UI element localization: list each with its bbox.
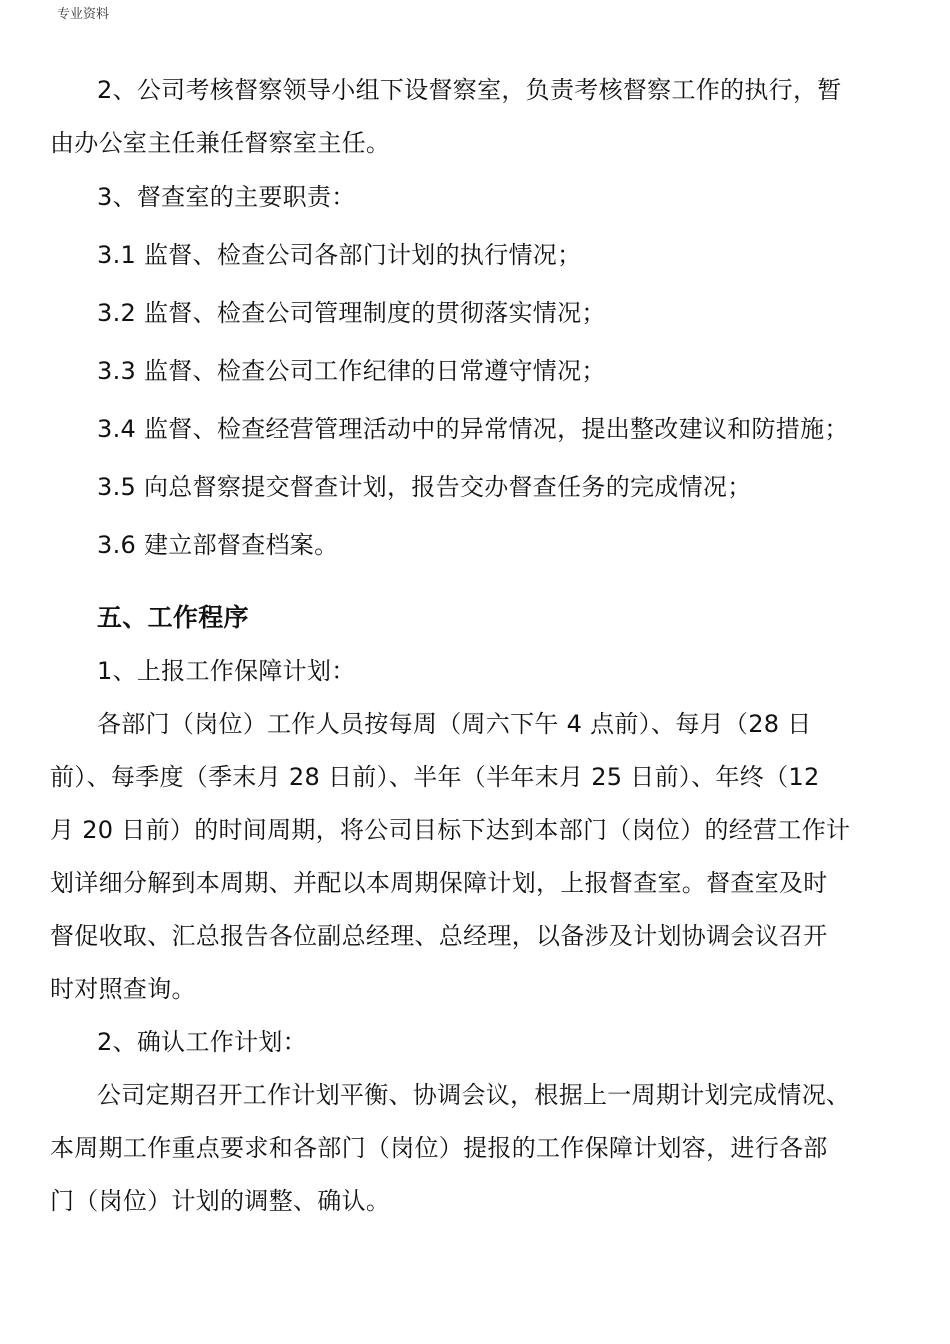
list-item: 3.3 监督、检查公司工作纪律的日常遵守情况； (97, 357, 606, 385)
subsection-heading: 2、确认工作计划： (97, 1028, 307, 1056)
paragraph-line: 门（岗位）计划的调整、确认。 (50, 1187, 391, 1215)
list-item: 3.4 监督、检查经营管理活动中的异常情况，提出整改建议和防措施； (97, 415, 849, 443)
list-item: 3.6 建立部督查档案。 (97, 531, 339, 559)
paragraph-line: 各部门（岗位）工作人员按每周（周六下午 4 点前）、每月（28 日 (97, 710, 812, 738)
paragraph-line: 月 20 日前）的时间周期，将公司目标下达到本部门（岗位）的经营工作计 (50, 816, 851, 844)
paragraph-line: 本周期工作重点要求和各部门（岗位）提报的工作保障计划容，进行各部 (50, 1134, 828, 1162)
list-item: 3.5 向总督察提交督查计划，报告交办督查任务的完成情况； (97, 473, 752, 501)
paragraph-line: 划详细分解到本周期、并配以本周期保障计划，上报督查室。督查室及时 (50, 869, 828, 897)
list-item: 3.1 监督、检查公司各部门计划的执行情况； (97, 241, 582, 269)
paragraph-line: 由办公室主任兼任督察室主任。 (50, 129, 391, 157)
paragraph-line: 2、公司考核督察领导小组下设督察室，负责考核督察工作的执行，暂 (97, 76, 842, 104)
paragraph-line: 公司定期召开工作计划平衡、协调会议，根据上一周期计划完成情况、 (97, 1081, 851, 1109)
header-note: 专业资料 (57, 7, 110, 22)
subsection-heading: 1、上报工作保障计划： (97, 657, 356, 685)
list-heading: 3、督查室的主要职责： (97, 183, 356, 211)
section-heading: 五、工作程序 (97, 603, 249, 632)
paragraph-line: 前）、每季度（季末月 28 日前）、半年（半年末月 25 日前）、年终（12 (50, 763, 820, 791)
paragraph-line: 督促收取、汇总报告各位副总经理、总经理，以备涉及计划协调会议召开 (50, 922, 828, 950)
paragraph-line: 时对照查询。 (50, 975, 196, 1003)
list-item: 3.2 监督、检查公司管理制度的贯彻落实情况； (97, 299, 606, 327)
